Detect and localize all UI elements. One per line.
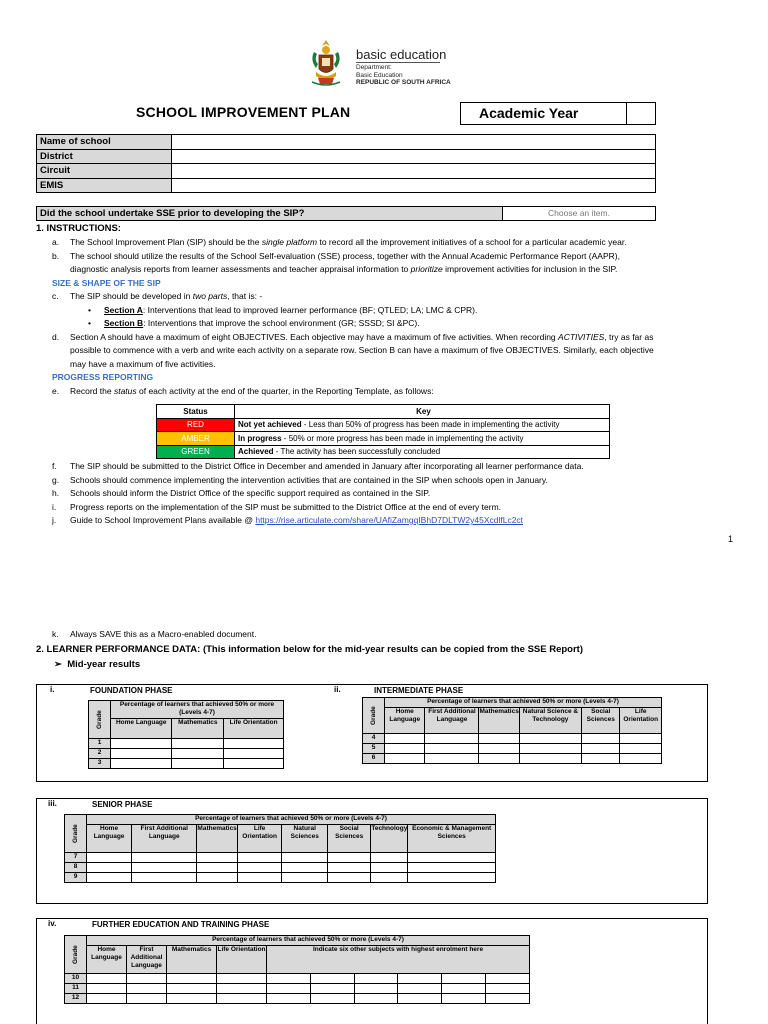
table-row [65, 825, 496, 853]
item-marker: b. [52, 250, 60, 261]
grade-number: 1 [89, 739, 111, 749]
data-cell[interactable] [310, 984, 354, 994]
circuit-label: Circuit [37, 164, 172, 179]
item-marker: e. [52, 385, 60, 396]
data-cell[interactable] [267, 974, 311, 984]
data-cell[interactable] [282, 873, 328, 883]
table-row [65, 863, 496, 873]
data-cell[interactable] [217, 974, 267, 984]
instruction-d-line3: may have a maximum of five activities. [70, 358, 216, 369]
senior-title: SENIOR PHASE [92, 800, 153, 809]
data-cell[interactable] [408, 863, 496, 873]
status-green-key [235, 445, 610, 459]
data-cell[interactable] [282, 853, 328, 863]
data-cell[interactable] [371, 863, 408, 873]
academic-year-label: Academic Year [461, 103, 627, 124]
data-cell[interactable] [354, 974, 398, 984]
grade-number: 7 [65, 853, 87, 863]
data-cell[interactable] [87, 863, 132, 873]
data-cell[interactable] [132, 853, 197, 863]
name-of-school-label: Name of school [37, 135, 172, 150]
data-cell[interactable] [398, 974, 442, 984]
instruction-i [52, 501, 752, 515]
instruction-c [52, 290, 742, 304]
data-cell[interactable] [425, 754, 479, 764]
sse-answer-dropdown[interactable]: Choose an item. [548, 208, 610, 218]
data-cell[interactable] [217, 984, 267, 994]
instruction-b-line2-end: improvement activities for inclusion in the SIP. [442, 264, 618, 274]
grade-number: 12 [65, 994, 87, 1004]
brand-sub-department: Department: [356, 64, 392, 71]
grade-number: 9 [65, 873, 87, 883]
instruction-d-line1: Section A should have a maximum of eight OBJECTIVES. Each objective may have a maximum of five activities. When recording [70, 331, 559, 342]
data-cell[interactable] [167, 984, 217, 994]
academic-year-input[interactable] [627, 103, 655, 124]
col-header: Natural Sciences [282, 825, 328, 853]
status-green-text: - The activity has been successfully concluded [273, 447, 441, 457]
col-header: First Additional Language [132, 825, 197, 853]
item-marker: k. [52, 629, 59, 639]
data-cell[interactable] [519, 734, 581, 744]
grade-header: Grade [89, 701, 111, 739]
data-cell[interactable] [620, 754, 662, 764]
grade-number: 2 [89, 749, 111, 759]
instruction-a-text-end: to record all the improvement initiatives of a school for a particular academic year. [317, 237, 627, 247]
data-cell[interactable] [237, 863, 282, 873]
status-red-bold: Not yet achieved [238, 420, 302, 430]
data-cell[interactable] [167, 974, 217, 984]
item-marker: h. [52, 488, 60, 498]
arrow-bullet-icon: ➢ [54, 659, 62, 670]
instruction-f [52, 460, 752, 474]
col-header: First Additional Language [425, 708, 479, 734]
brand-sub-republic: REPUBLIC OF SOUTH AFRICA [356, 79, 451, 86]
grade-number: 6 [363, 754, 385, 764]
instruction-g [52, 474, 752, 488]
col-header: First Additional Language [127, 946, 167, 974]
data-cell[interactable] [127, 984, 167, 994]
instruction-e-emphasis: status [113, 385, 137, 396]
col-header: Home Language [87, 825, 132, 853]
grade-number: 11 [65, 984, 87, 994]
col-header: Home Language [87, 946, 127, 974]
data-cell[interactable] [479, 734, 519, 744]
instruction-b-line2: diagnostic analysis reports from learner assessments and teacher appraisal information to [70, 264, 411, 274]
data-cell[interactable] [132, 873, 197, 883]
key-header: Key [235, 405, 610, 419]
col-header: Life Orientation [620, 708, 662, 734]
data-cell[interactable] [224, 759, 284, 769]
data-cell[interactable] [371, 853, 408, 863]
instruction-i-text: Progress reports on the implementation of the SIP must be submitted to the District Office at the end of every term. [70, 501, 502, 512]
col-header: Life Orientation [237, 825, 282, 853]
instruction-g-text: Schools should commence implementing the intervention activities that are contained in the SIP when schools open in January. [70, 474, 548, 485]
col-header: Life Orientation [217, 946, 267, 974]
other-subjects-header: Indicate six other subjects with highest enrolment here [267, 946, 530, 974]
fet-table [64, 935, 530, 1004]
table-row [157, 418, 610, 432]
table-row [37, 178, 656, 193]
section-b-bullet [52, 317, 742, 331]
percent-header: Percentage of learners that achieved 50% or more (Levels 4-7) [87, 936, 530, 946]
intermediate-number: ii. [334, 685, 341, 694]
instruction-k [52, 628, 652, 642]
data-cell[interactable] [398, 984, 442, 994]
emis-label: EMIS [37, 178, 172, 193]
table-row [65, 984, 530, 994]
percent-header: Percentage of learners that achieved 50% or more (Levels 4-7) [87, 815, 496, 825]
grade-number: 8 [65, 863, 87, 873]
col-header: Technology [371, 825, 408, 853]
data-cell[interactable] [172, 739, 224, 749]
data-cell[interactable] [354, 984, 398, 994]
data-cell[interactable] [582, 754, 620, 764]
data-cell[interactable] [310, 994, 354, 1004]
data-cell[interactable] [620, 744, 662, 754]
table-row [65, 974, 530, 984]
table-row [89, 759, 284, 769]
instruction-d-line2: possible to commence with a verb and write each activity on a separate row. Section B can have a maximum of five OBJECTIVES. Similarly, each objective [70, 345, 654, 355]
data-cell[interactable] [486, 974, 530, 984]
instruction-b-cont [52, 263, 742, 277]
col-header: Mathematics [172, 719, 224, 739]
data-cell[interactable] [398, 994, 442, 1004]
foundation-number: i. [50, 685, 55, 694]
data-cell[interactable] [354, 994, 398, 1004]
data-cell[interactable] [197, 873, 237, 883]
data-cell[interactable] [310, 974, 354, 984]
table-row [65, 815, 496, 825]
data-cell[interactable] [127, 974, 167, 984]
data-cell[interactable] [282, 863, 328, 873]
col-header: Mathematics [167, 946, 217, 974]
data-cell[interactable] [172, 749, 224, 759]
instruction-e [52, 385, 742, 399]
data-cell[interactable] [217, 994, 267, 1004]
data-cell[interactable] [442, 984, 486, 994]
table-row [65, 936, 530, 946]
status-amber: AMBER [157, 432, 235, 446]
senior-table [64, 814, 496, 883]
data-cell[interactable] [224, 749, 284, 759]
brand-sub-basic-education: Basic Education [356, 71, 403, 79]
school-info-table [36, 134, 656, 193]
senior-number: iii. [48, 799, 57, 808]
col-header: Social Sciences [328, 825, 371, 853]
data-cell[interactable] [111, 739, 172, 749]
data-cell[interactable] [328, 863, 371, 873]
data-cell[interactable] [408, 873, 496, 883]
data-cell[interactable] [132, 863, 197, 873]
col-header: Home Language [385, 708, 425, 734]
fet-title: FURTHER EDUCATION AND TRAINING PHASE [92, 920, 270, 929]
data-cell[interactable] [237, 873, 282, 883]
instruction-a-emphasis: single platform [261, 237, 318, 247]
intermediate-title: INTERMEDIATE PHASE [374, 686, 464, 695]
grade-header: Grade [65, 815, 87, 853]
col-header: Economic & Management Sciences [408, 825, 496, 853]
status-red-key [235, 418, 610, 432]
item-marker: d. [52, 331, 60, 342]
item-marker: c. [52, 291, 59, 301]
data-cell[interactable] [328, 873, 371, 883]
data-cell[interactable] [408, 853, 496, 863]
mid-year-label: Mid-year results [67, 659, 141, 670]
instruction-f-text: The SIP should be submitted to the District Office in December and amended in January after incorporating all learner performance data. [70, 461, 584, 471]
status-green-bold: Achieved [238, 447, 274, 457]
guide-link[interactable]: https://rise.articulate.com/share/UAfiZamgqIBhD7DLTW2y45XcdlfLc2ct [255, 515, 524, 525]
instruction-h-text: Schools should inform the District Office of the specific support required as contained in the SIP. [70, 488, 431, 498]
data-cell[interactable] [479, 754, 519, 764]
table-row [37, 164, 656, 179]
table-row [157, 432, 610, 446]
table-row [363, 754, 662, 764]
instruction-k-text: Always SAVE this as a Macro-enabled document. [70, 629, 257, 639]
status-green: GREEN [157, 445, 235, 459]
data-cell[interactable] [127, 994, 167, 1004]
size-shape-heading: SIZE & SHAPE OF THE SIP [52, 277, 161, 288]
name-of-school-field[interactable] [172, 135, 656, 150]
foundation-title: FOUNDATION PHASE [90, 686, 173, 695]
data-cell[interactable] [582, 734, 620, 744]
grade-number: 3 [89, 759, 111, 769]
instruction-b [52, 250, 742, 264]
table-row [363, 698, 662, 708]
col-header: Natural Science & Technology [519, 708, 581, 734]
document-title: SCHOOL IMPROVEMENT PLAN [136, 104, 351, 120]
table-row [89, 719, 284, 739]
academic-year-box [460, 102, 656, 125]
col-header: Home Language [111, 719, 172, 739]
status-amber-key [235, 432, 610, 446]
data-cell[interactable] [328, 853, 371, 863]
col-header: Mathematics [479, 708, 519, 734]
table-row [65, 946, 530, 974]
data-cell[interactable] [486, 994, 530, 1004]
instruction-d [52, 331, 742, 345]
data-cell[interactable] [172, 759, 224, 769]
table-row [89, 749, 284, 759]
data-cell[interactable] [237, 853, 282, 863]
brand-divider [356, 62, 440, 63]
item-marker: a. [52, 237, 60, 247]
status-red: RED [157, 418, 235, 432]
status-red-text: - Less than 50% of progress has been made in implementing the activity [301, 420, 560, 430]
section-a-text: : Interventions that lead to improved learner performance (BF; QTLED; LA; LMC & CPR). [142, 304, 478, 315]
percent-header: Percentage of learners that achieved 50% or more (Levels 4-7) [111, 701, 284, 719]
percent-header: Percentage of learners that achieved 50% or more (Levels 4-7) [385, 698, 662, 708]
brand-title: basic education [356, 47, 447, 62]
section-a-label: Section A [104, 304, 143, 315]
table-row [37, 149, 656, 164]
grade-number: 4 [363, 734, 385, 744]
instruction-h [52, 487, 752, 501]
instructions-heading: 1. INSTRUCTIONS: [36, 223, 121, 234]
instruction-b-line1: The school should utilize the results of the School Self-evaluation (SSE) process, together with the Annual Academic Performance Report (AAPR), [70, 250, 620, 261]
data-cell[interactable] [371, 873, 408, 883]
item-marker: j. [52, 515, 57, 525]
data-cell[interactable] [519, 744, 581, 754]
data-cell[interactable] [486, 984, 530, 994]
data-cell[interactable] [425, 744, 479, 754]
learner-performance-heading: 2. LEARNER PERFORMANCE DATA: (This information below for the mid-year results can be copied from the SSE Report) [36, 644, 584, 655]
table-row [157, 445, 610, 459]
data-cell[interactable] [167, 994, 217, 1004]
status-key-table [156, 404, 610, 459]
mid-year-heading [54, 659, 140, 670]
instruction-d-line1-end: , try as far as [604, 331, 654, 342]
data-cell[interactable] [197, 863, 237, 873]
progress-reporting-heading: PROGRESS REPORTING [52, 372, 154, 382]
instruction-a [52, 236, 742, 250]
table-row [89, 739, 284, 749]
table-row [65, 994, 530, 1004]
data-cell[interactable] [442, 994, 486, 1004]
instruction-j-text: Guide to School Improvement Plans available @ [70, 515, 256, 525]
status-amber-bold: In progress [238, 433, 282, 443]
coat-of-arms-logo [308, 38, 344, 88]
section-b-label: Section B [104, 318, 144, 328]
col-header: Mathematics [197, 825, 237, 853]
data-cell[interactable] [442, 974, 486, 984]
item-marker: i. [52, 501, 57, 512]
data-cell[interactable] [519, 754, 581, 764]
grade-header: Grade [363, 698, 385, 734]
section-a-bullet [52, 304, 742, 318]
foundation-table [88, 700, 284, 769]
table-row [37, 135, 656, 150]
instruction-j [52, 514, 752, 528]
instruction-c-text-end: , that is: - [227, 291, 263, 301]
emis-field[interactable] [172, 178, 656, 193]
data-cell[interactable] [87, 873, 132, 883]
section-b-text: : Interventions that improve the school environment (GR; SSSD; SI &PC). [143, 318, 420, 328]
instruction-c-emphasis: two parts [192, 291, 228, 301]
instructions-block [52, 236, 742, 398]
table-row [65, 873, 496, 883]
instruction-e-text-end: of each activity at the end of the quarter, in the Reporting Template, as follows: [136, 385, 434, 396]
brand-subtitle [356, 64, 451, 87]
instruction-c-text: The SIP should be developed in [70, 291, 193, 301]
status-amber-text: - 50% or more progress has been made in implementing the activity [281, 433, 524, 443]
table-row [157, 405, 610, 419]
instruction-b-emphasis: prioritize [410, 264, 443, 274]
data-cell[interactable] [385, 734, 425, 744]
table-row [89, 701, 284, 719]
sse-question: Did the school undertake SSE prior to developing the SIP? [37, 207, 503, 220]
status-header: Status [157, 405, 235, 419]
bullet-icon: • [88, 304, 91, 315]
instruction-e-text: Record the [70, 385, 114, 396]
instructions-block-2 [52, 460, 752, 528]
data-cell[interactable] [385, 754, 425, 764]
instruction-d-emphasis: ACTIVITIES [558, 331, 605, 342]
table-row [363, 708, 662, 734]
item-marker: g. [52, 474, 60, 485]
instruction-a-text: The School Improvement Plan (SIP) should be the [70, 237, 262, 247]
sse-question-row [36, 206, 656, 221]
col-header: Life Orientation [224, 719, 284, 739]
page-number: 1 [728, 534, 734, 544]
data-cell[interactable] [197, 853, 237, 863]
data-cell[interactable] [111, 749, 172, 759]
data-cell[interactable] [267, 984, 311, 994]
intermediate-table [362, 697, 662, 764]
data-cell[interactable] [479, 744, 519, 754]
district-field[interactable] [172, 149, 656, 164]
data-cell[interactable] [87, 974, 127, 984]
data-cell[interactable] [224, 739, 284, 749]
data-cell[interactable] [111, 759, 172, 769]
data-cell[interactable] [425, 734, 479, 744]
grade-number: 5 [363, 744, 385, 754]
data-cell[interactable] [87, 853, 132, 863]
table-row [363, 734, 662, 744]
data-cell[interactable] [385, 744, 425, 754]
bullet-icon: • [88, 318, 91, 328]
data-cell[interactable] [87, 984, 127, 994]
grade-number: 10 [65, 974, 87, 984]
data-cell[interactable] [87, 994, 127, 1004]
circuit-field[interactable] [172, 164, 656, 179]
data-cell[interactable] [582, 744, 620, 754]
table-row [363, 744, 662, 754]
table-row [65, 853, 496, 863]
fet-number: iv. [48, 919, 57, 928]
item-marker: f. [52, 461, 57, 471]
data-cell[interactable] [267, 994, 311, 1004]
data-cell[interactable] [620, 734, 662, 744]
col-header: Social Sciences [582, 708, 620, 734]
district-label: District [37, 149, 172, 164]
grade-header: Grade [65, 936, 87, 974]
